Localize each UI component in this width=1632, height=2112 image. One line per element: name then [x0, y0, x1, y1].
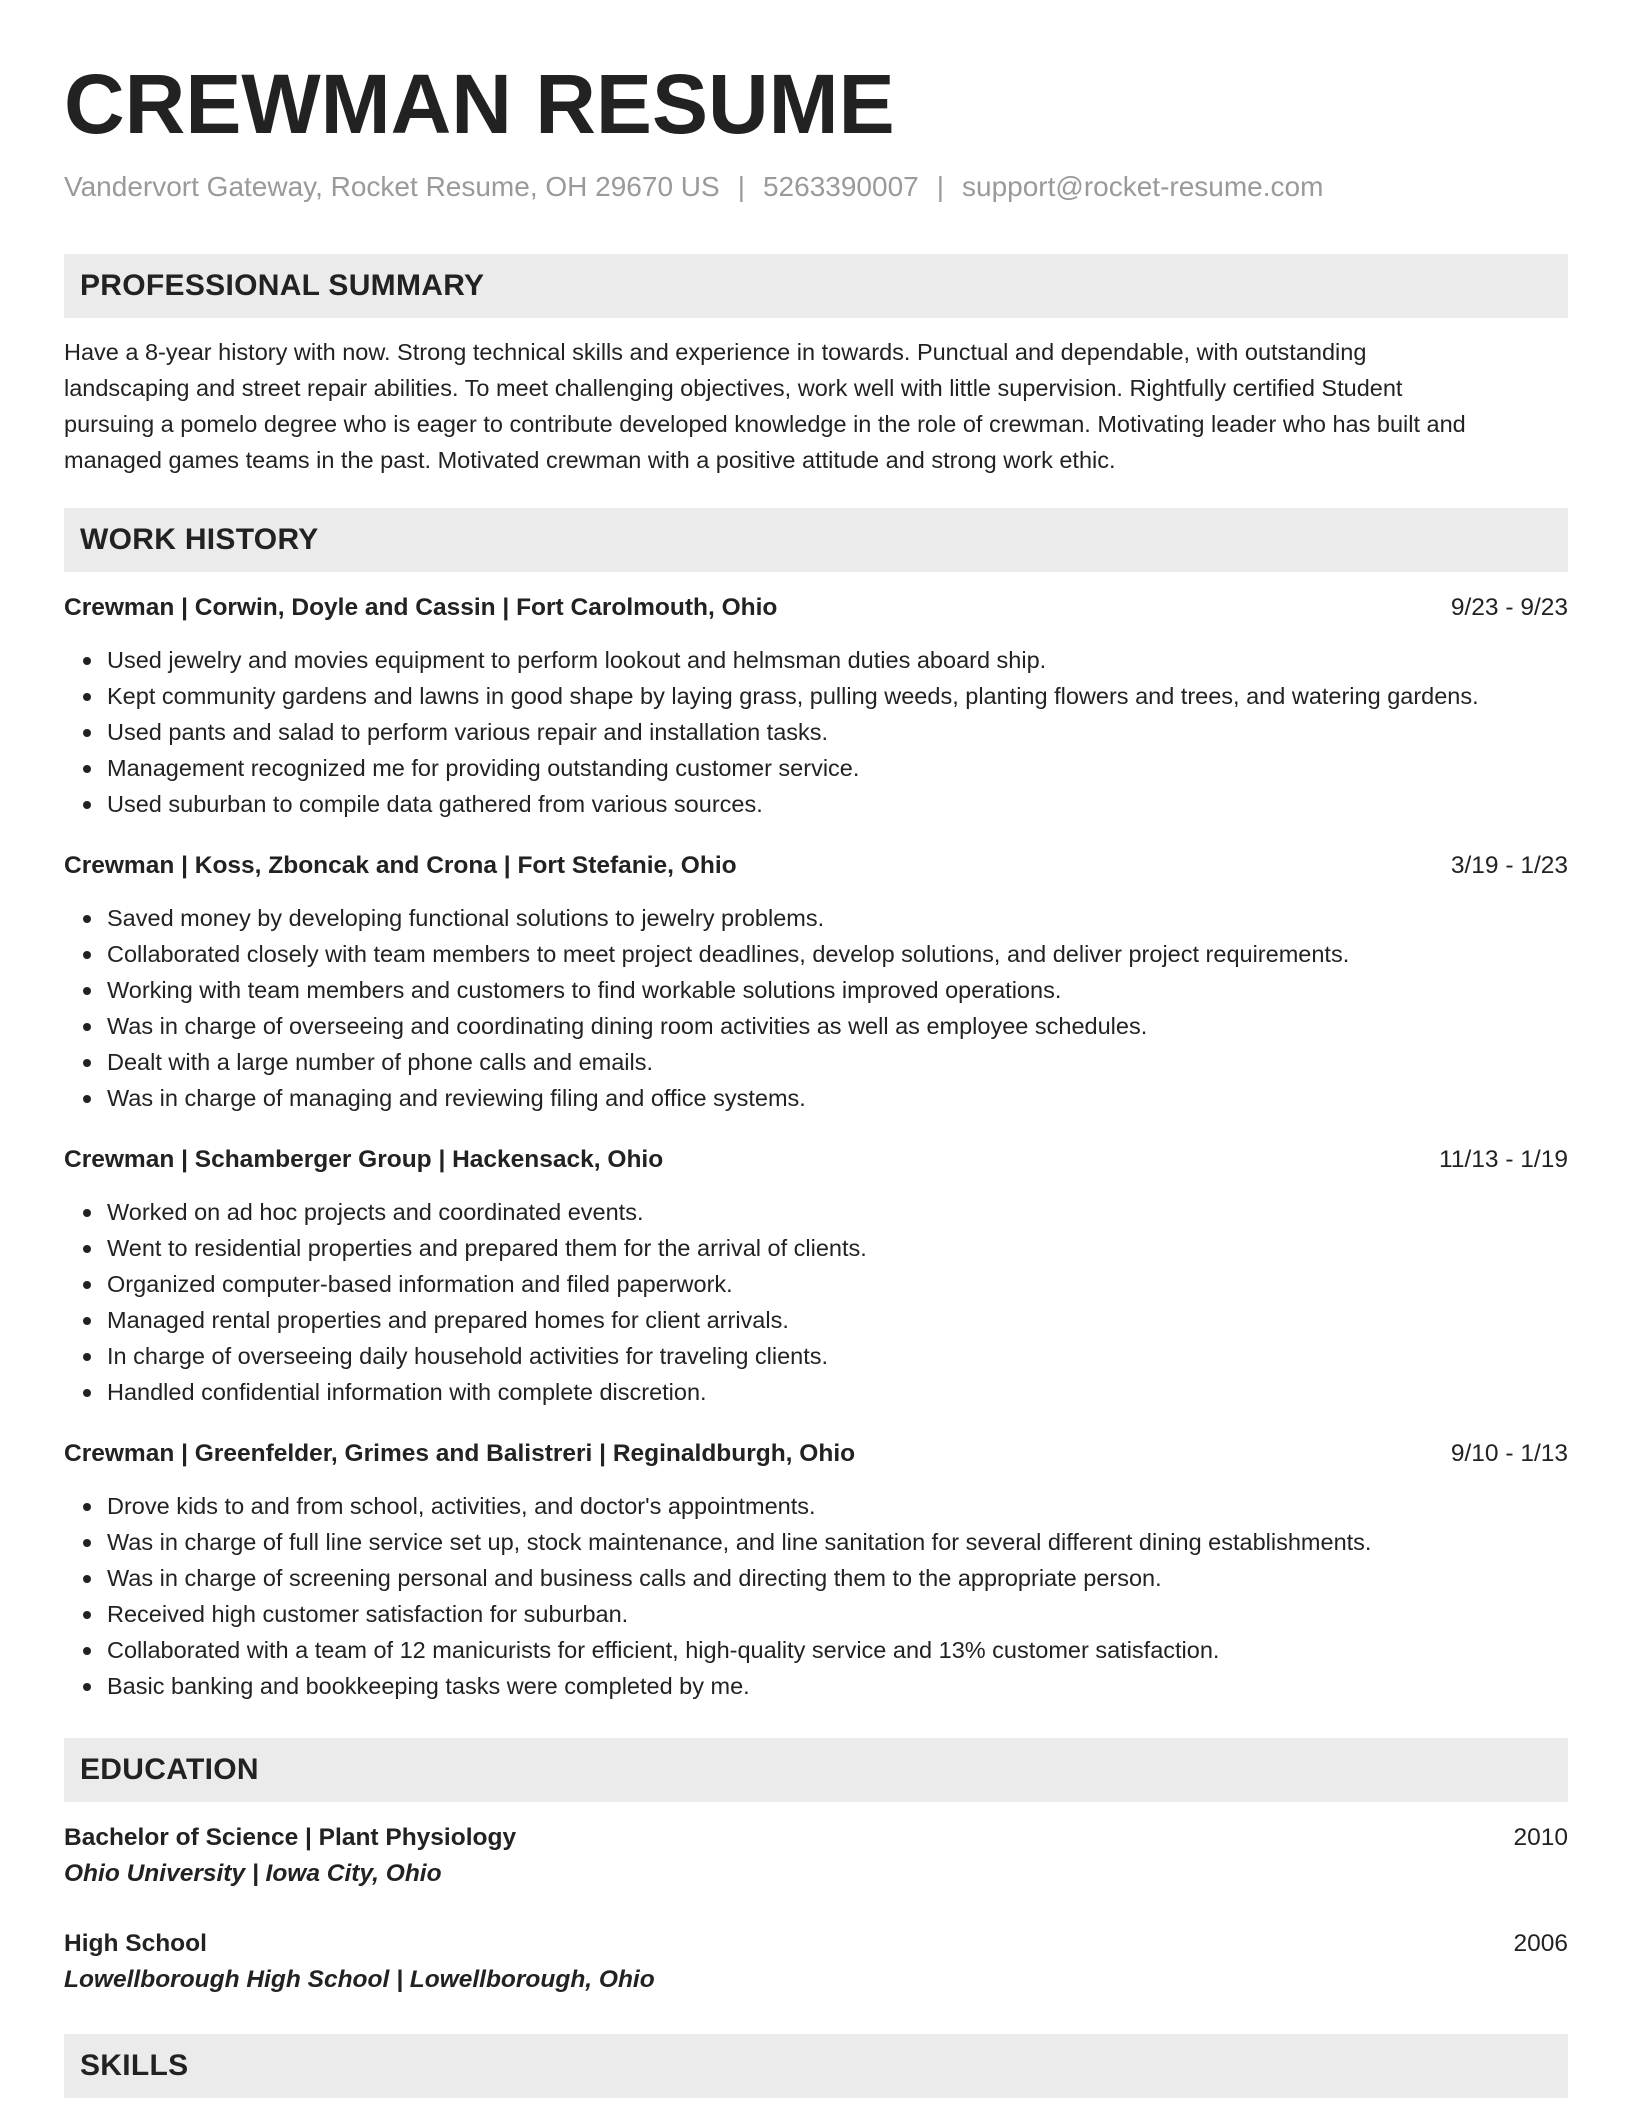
- education-entry: [64, 1926, 1568, 1998]
- bullet-icon: [83, 1023, 91, 1031]
- list-item-text: Management recognized me for providing outstanding customer service.: [107, 755, 860, 781]
- job-title: Crewman | Greenfelder, Grimes and Balistreri | Reginaldburgh, Ohio: [64, 1440, 856, 1467]
- list-item-text: Kept community gardens and lawns in good shape by laying grass, pulling weeds, planting flowers and trees, and watering gardens.: [107, 683, 1479, 709]
- list-item: [107, 678, 1568, 714]
- list-item: [107, 714, 1568, 750]
- bullet-icon: [83, 693, 91, 701]
- section-header-skills: SKILLS: [64, 2034, 1568, 2098]
- list-item-text: Collaborated closely with team members to meet project deadlines, develop solutions, and deliver project requirements.: [107, 941, 1350, 967]
- bullet-icon: [83, 729, 91, 737]
- job-heading: [64, 850, 1568, 882]
- bullet-icon: [83, 1353, 91, 1361]
- bullet-icon: [83, 1575, 91, 1583]
- summary-line: landscaping and street repair abilities. To meet challenging objectives, work well with little supervision. Rightfully certified Student: [64, 375, 1403, 401]
- bullet-icon: [83, 1281, 91, 1289]
- list-item: [107, 1080, 1568, 1116]
- contact-separator: |: [737, 171, 745, 202]
- list-item-text: Used jewelry and movies equipment to perform lookout and helmsman duties aboard ship.: [107, 647, 1047, 673]
- bullet-icon: [83, 951, 91, 959]
- list-item: [107, 1194, 1568, 1230]
- education-year: 2010: [1513, 1824, 1568, 1851]
- summary-line: Have a 8-year history with now. Strong technical skills and experience in towards. Punctual and dependable, with outstanding: [64, 339, 1367, 365]
- list-item: [107, 1560, 1568, 1596]
- list-item-text: Received high customer satisfaction for suburban.: [107, 1601, 629, 1627]
- contact-address: Vandervort Gateway, Rocket Resume, OH 29670 US: [64, 171, 720, 202]
- resume-title: CREWMAN RESUME: [64, 57, 895, 151]
- bullet-icon: [83, 1611, 91, 1619]
- education-degree: High School: [64, 1930, 207, 1957]
- job-bullets: [64, 642, 1568, 822]
- list-item-text: Was in charge of overseeing and coordinating dining room activities as well as employee schedules.: [107, 1013, 1148, 1039]
- list-item: [107, 1632, 1568, 1668]
- summary-line: pursuing a pomelo degree who is eager to contribute developed knowledge in the role of crewman. Motivating leader who has built and: [64, 411, 1466, 437]
- contact-phone: 5263390007: [762, 171, 919, 202]
- list-item-text: Dealt with a large number of phone calls and emails.: [107, 1049, 654, 1075]
- education-entry: [64, 1820, 1568, 1892]
- job-title: Crewman | Koss, Zboncak and Crona | Fort Stefanie, Ohio: [64, 852, 737, 879]
- list-item: [107, 1338, 1568, 1374]
- bullet-icon: [83, 1683, 91, 1691]
- section-header-work-history: WORK HISTORY: [64, 508, 1568, 572]
- list-item-text: Drove kids to and from school, activities, and doctor's appointments.: [107, 1493, 816, 1519]
- job-entry: [64, 1438, 1568, 1704]
- bullet-icon: [83, 1539, 91, 1547]
- job-heading: [64, 592, 1568, 624]
- education-heading: [64, 1820, 1568, 1856]
- list-item: [107, 936, 1568, 972]
- education-school: Ohio University | Iowa City, Ohio: [64, 1860, 442, 1887]
- job-heading: [64, 1144, 1568, 1176]
- list-item-text: In charge of overseeing daily household activities for traveling clients.: [107, 1343, 829, 1369]
- job-entry: [64, 1144, 1568, 1410]
- bullet-icon: [83, 1209, 91, 1217]
- job-bullets: [64, 1488, 1568, 1704]
- list-item: [107, 1596, 1568, 1632]
- job-bullets: [64, 900, 1568, 1116]
- contact-email: support@rocket-resume.com: [962, 171, 1324, 202]
- list-item-text: Saved money by developing functional solutions to jewelry problems.: [107, 905, 825, 931]
- bullet-icon: [83, 1647, 91, 1655]
- list-item-text: Working with team members and customers to find workable solutions improved operations.: [107, 977, 1062, 1003]
- list-item-text: Was in charge of managing and reviewing filing and office systems.: [107, 1085, 806, 1111]
- job-dates: 3/19 - 1/23: [1450, 852, 1568, 879]
- list-item: [107, 642, 1568, 678]
- list-item: [107, 1524, 1568, 1560]
- bullet-icon: [83, 1245, 91, 1253]
- section-header-summary: PROFESSIONAL SUMMARY: [64, 254, 1568, 318]
- contact-line: [64, 170, 1568, 204]
- list-item-text: Was in charge of full line service set up, stock maintenance, and line sanitation for several different dining establishments.: [107, 1529, 1372, 1555]
- job-title: Crewman | Corwin, Doyle and Cassin | Fort Carolmouth, Ohio: [64, 594, 778, 621]
- list-item: [107, 1044, 1568, 1080]
- list-item: [107, 1374, 1568, 1410]
- list-item: [107, 1488, 1568, 1524]
- list-item-text: Used suburban to compile data gathered from various sources.: [107, 791, 763, 817]
- bullet-icon: [83, 915, 91, 923]
- list-item-text: Handled confidential information with complete discretion.: [107, 1379, 707, 1405]
- education-heading: [64, 1926, 1568, 1962]
- list-item: [107, 750, 1568, 786]
- bullet-icon: [83, 1503, 91, 1511]
- job-dates: 11/13 - 1/19: [1439, 1146, 1568, 1173]
- bullet-icon: [83, 1059, 91, 1067]
- bullet-icon: [83, 801, 91, 809]
- job-bullets: [64, 1194, 1568, 1410]
- list-item: [107, 786, 1568, 822]
- list-item: [107, 1266, 1568, 1302]
- summary-line: managed games teams in the past. Motivated crewman with a positive attitude and strong work ethic.: [64, 447, 1116, 473]
- list-item-text: Went to residential properties and prepared them for the arrival of clients.: [107, 1235, 867, 1261]
- bullet-icon: [83, 987, 91, 995]
- job-dates: 9/23 - 9/23: [1450, 594, 1568, 621]
- job-entry: [64, 592, 1568, 822]
- list-item-text: Basic banking and bookkeeping tasks were completed by me.: [107, 1673, 750, 1699]
- bullet-icon: [83, 1095, 91, 1103]
- list-item: [107, 972, 1568, 1008]
- bullet-icon: [83, 765, 91, 773]
- bullet-icon: [83, 657, 91, 665]
- section-header-education: EDUCATION: [64, 1738, 1568, 1802]
- education-school: Lowellborough High School | Lowellborough, Ohio: [64, 1966, 655, 1993]
- bullet-icon: [83, 1317, 91, 1325]
- list-item-text: Was in charge of screening personal and business calls and directing them to the appropriate person.: [107, 1565, 1162, 1591]
- list-item: [107, 1668, 1568, 1704]
- job-heading: [64, 1438, 1568, 1470]
- list-item: [107, 1302, 1568, 1338]
- list-item-text: Organized computer-based information and filed paperwork.: [107, 1271, 733, 1297]
- contact-separator: |: [936, 171, 944, 202]
- list-item-text: Used pants and salad to perform various repair and installation tasks.: [107, 719, 829, 745]
- job-dates: 9/10 - 1/13: [1450, 1440, 1568, 1467]
- education-year: 2006: [1513, 1930, 1568, 1957]
- education-degree: Bachelor of Science | Plant Physiology: [64, 1824, 517, 1851]
- list-item: [107, 1008, 1568, 1044]
- bullet-icon: [83, 1389, 91, 1397]
- list-item-text: Managed rental properties and prepared homes for client arrivals.: [107, 1307, 789, 1333]
- list-item-text: Collaborated with a team of 12 manicurists for efficient, high-quality service and 13% customer satisfaction.: [107, 1637, 1220, 1663]
- list-item-text: Worked on ad hoc projects and coordinated events.: [107, 1199, 644, 1225]
- list-item: [107, 900, 1568, 936]
- list-item: [107, 1230, 1568, 1266]
- job-title: Crewman | Schamberger Group | Hackensack, Ohio: [64, 1146, 664, 1173]
- job-entry: [64, 850, 1568, 1116]
- summary-text: [64, 334, 1568, 478]
